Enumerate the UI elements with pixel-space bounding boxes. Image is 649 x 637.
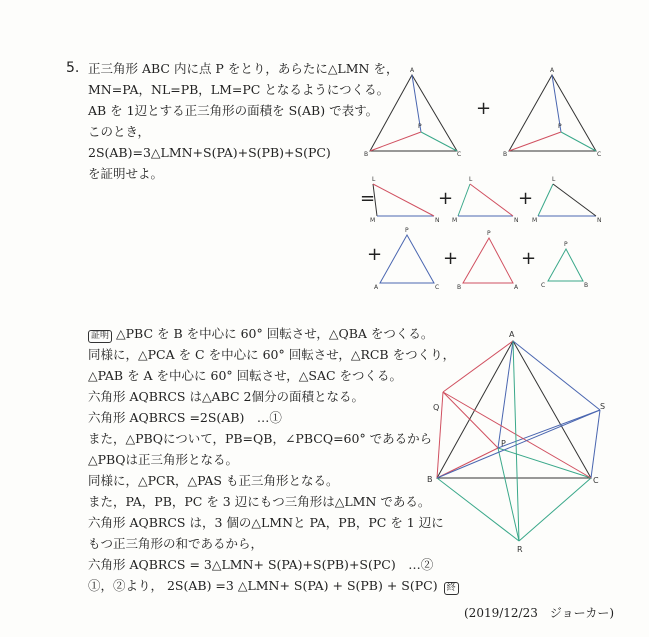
plus-operator: + <box>438 188 454 209</box>
proof-line: 六角形 AQBRCS = 3△LMN+ S(PA)+S(PB)+S(PC) …② <box>88 557 434 572</box>
proof-line: △PBC を B を中心に 60° 回転させ，△QBA をつくる。 <box>116 326 434 341</box>
plus-operator: + <box>521 248 537 269</box>
vertex-label: C <box>597 151 602 158</box>
proof-line: 六角形 AQBRCS は，3 個の△LMNと PA，PB，PC を 1 辺に <box>88 515 444 530</box>
plus-operator: + <box>367 244 383 265</box>
vertex-label: N <box>597 217 602 224</box>
vertex-label: B <box>457 284 462 291</box>
plus-operator: + <box>443 248 459 269</box>
hexagon-label: B <box>427 475 433 484</box>
date-author: (2019/12/23 ジョーカー) <box>464 606 615 620</box>
vertex-label: P <box>487 230 491 237</box>
vertex-label: B <box>584 282 589 289</box>
plus-operator: + <box>476 98 492 119</box>
proof-line: 六角形 AQBRCS は△ABC 2個分の面積となる。 <box>88 389 364 404</box>
vertex-label: M <box>452 217 458 224</box>
vertex-label: B <box>364 151 369 158</box>
proof-line: 六角形 AQBRCS =2S(AB) …① <box>88 410 282 425</box>
problem-line: を証明せよ。 <box>88 166 164 181</box>
hexagon-label: Q <box>433 403 440 412</box>
vertex-label: A <box>550 67 555 74</box>
problem-line: このとき， <box>88 124 151 139</box>
proof-tag: 証明 <box>88 330 112 343</box>
problem-line: 2S(AB)=3△LMN+S(PA)+S(PB)+S(PC) <box>88 145 331 160</box>
proof-line: 同様に，△PCR，△PAS も正三角形となる。 <box>88 473 339 488</box>
vertex-label: M <box>532 217 538 224</box>
proof-line: もつ正三角形の和であるから， <box>88 536 264 551</box>
vertex-label: N <box>435 217 440 224</box>
problem-line: AB を 1辺とする正三角形の面積を S(AB) で表す。 <box>88 103 379 118</box>
vertex-label: P <box>418 123 422 130</box>
hexagon-label: C <box>593 476 599 485</box>
vertex-label: C <box>435 284 440 291</box>
vertex-label: A <box>374 284 379 291</box>
problem-line: 正三角形 ABC 内に点 P をとり，あらたに△LMN を， <box>88 61 399 76</box>
vertex-label: P <box>564 241 568 248</box>
hexagon-label: A <box>509 330 515 339</box>
hexagon-label: R <box>517 545 523 554</box>
vertex-label: A <box>410 67 415 74</box>
vertex-label: P <box>558 123 562 130</box>
proof-line: △PBQは正三角形となる。 <box>88 452 238 467</box>
vertex-label: C <box>541 282 546 289</box>
proof-line: △PAB を A を中心に 60° 回転させ，△SAC をつくる。 <box>88 368 403 383</box>
vertex-label: C <box>457 151 462 158</box>
proof-line: また，PA，PB，PC を 3 辺にもつ三角形は△LMN である。 <box>88 494 431 509</box>
proof-first-line <box>88 326 433 343</box>
equals-operator: = <box>360 188 376 209</box>
proof-conclusion <box>88 578 459 595</box>
hexagon-label: P <box>501 439 506 448</box>
proof-line: 同様に，△PCA を C を中心に 60° 回転させ，△RCB をつくり， <box>88 347 456 362</box>
vertex-label: A <box>514 284 519 291</box>
vertex-label: L <box>552 176 556 183</box>
vertex-label: B <box>503 151 508 158</box>
end-tag: 終 <box>444 582 459 595</box>
problem-line: MN=PA，NL=PB，LM=PC となるようにつくる。 <box>88 82 390 97</box>
plus-operator: + <box>518 188 534 209</box>
proof-line: また，△PBQについて，PB=QB，∠PBCQ=60° であるから <box>88 431 433 446</box>
vertex-label: M <box>370 217 376 224</box>
vertex-label: N <box>514 217 519 224</box>
problem-number: 5. <box>66 60 80 76</box>
hexagon-label: S <box>600 402 606 411</box>
vertex-label: L <box>469 176 473 183</box>
proof-line: ①，②より， 2S(AB) =3 △LMN+ S(PA) + S(PB) + S(PC) <box>88 578 438 593</box>
vertex-label: P <box>405 227 409 234</box>
vertex-label: L <box>372 176 376 183</box>
